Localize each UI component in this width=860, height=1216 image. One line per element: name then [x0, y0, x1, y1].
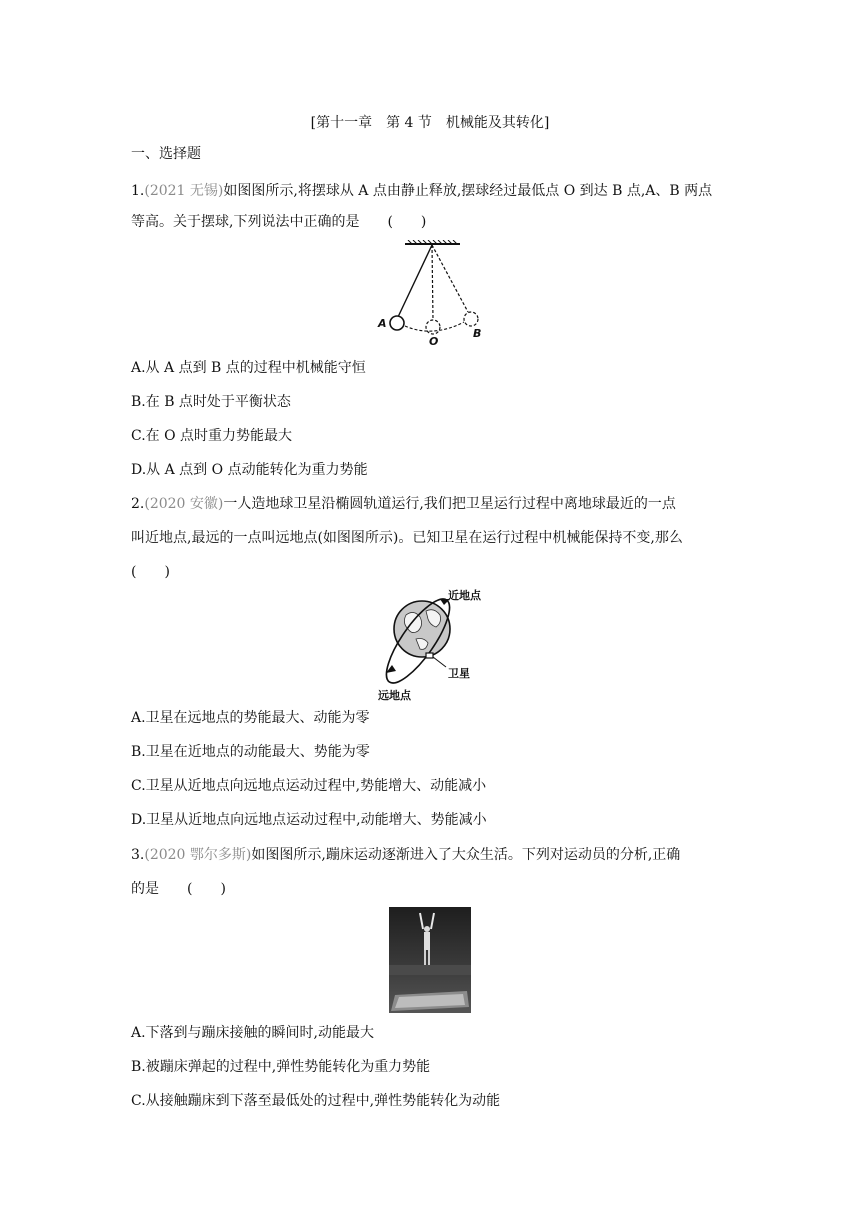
section-heading: 一、选择题: [131, 146, 201, 162]
question-source: (2020 安徽): [144, 496, 224, 512]
pendulum-ball: [390, 316, 404, 330]
label-apogee: 远地点: [378, 689, 411, 702]
question-3-line-2: 的是 ( ): [131, 881, 226, 897]
label-perigee: 近地点: [448, 589, 481, 602]
question-text: 一人造地球卫星沿椭圆轨道运行,我们把卫星运行过程中离地球最近的一点: [223, 496, 676, 512]
question-text: 如图图所示,蹦床运动逐渐进入了大众生活。下列对运动员的分析,正确: [251, 847, 681, 863]
question-1-line-1: [131, 181, 712, 201]
q3-option-b: B.被蹦床弹起的过程中,弹性势能转化为重力势能: [131, 1059, 431, 1075]
q1-option-a: A.从 A 点到 B 点的过程中机械能守恒: [131, 360, 366, 376]
q3-option-c: C.从接触蹦床到下落至最低处的过程中,弹性势能转化为动能: [131, 1093, 501, 1109]
label-satellite: 卫星: [448, 667, 470, 680]
pendulum-figure: [372, 240, 497, 348]
question-number: 2.: [131, 496, 145, 512]
trampoline-photo: [389, 907, 471, 1013]
question-number: 1.: [131, 183, 145, 199]
question-2-line-1: [131, 494, 676, 514]
page-title: [第十一章 第 4 节 机械能及其转化]: [310, 115, 550, 131]
pendulum-string: [398, 245, 432, 317]
q2-option-d: D.卫星从近地点向远地点运动过程中,动能增大、势能减小: [131, 812, 487, 828]
question-source: (2020 鄂尔多斯): [144, 847, 252, 863]
question-1-line-2: 等高。关于摆球,下列说法中正确的是 ( ): [131, 214, 427, 230]
q2-option-c: C.卫星从近地点向远地点运动过程中,势能增大、动能减小: [131, 778, 487, 794]
satellite-orbit-figure: [372, 585, 492, 703]
question-source: (2021 无锡): [144, 183, 224, 199]
q2-option-a: A.卫星在远地点的势能最大、动能为零: [131, 710, 370, 726]
q1-option-c: C.在 O 点时重力势能最大: [131, 428, 293, 444]
q1-option-d: D.从 A 点到 O 点动能转化为重力势能: [131, 462, 368, 478]
label-b: B: [473, 327, 482, 340]
question-2-line-3: ( ): [131, 564, 170, 580]
q1-option-b: B.在 B 点时处于平衡状态: [131, 394, 291, 410]
q3-option-a: A.下落到与蹦床接触的瞬间时,动能最大: [131, 1025, 375, 1041]
label-o: O: [429, 335, 439, 348]
question-number: 3.: [131, 847, 145, 863]
question-text: 如图图所示,将摆球从 A 点由静止释放,摆球经过最低点 O 到达 B 点,A、B 两点: [223, 183, 713, 199]
label-a: A: [378, 317, 387, 330]
question-2-line-2: 叫近地点,最远的一点叫远地点(如图图所示)。已知卫星在运行过程中机械能保持不变,那么: [131, 530, 683, 546]
question-3-line-1: [131, 845, 680, 865]
satellite-icon: [426, 653, 433, 658]
q2-option-b: B.卫星在近地点的动能最大、势能为零: [131, 744, 370, 760]
